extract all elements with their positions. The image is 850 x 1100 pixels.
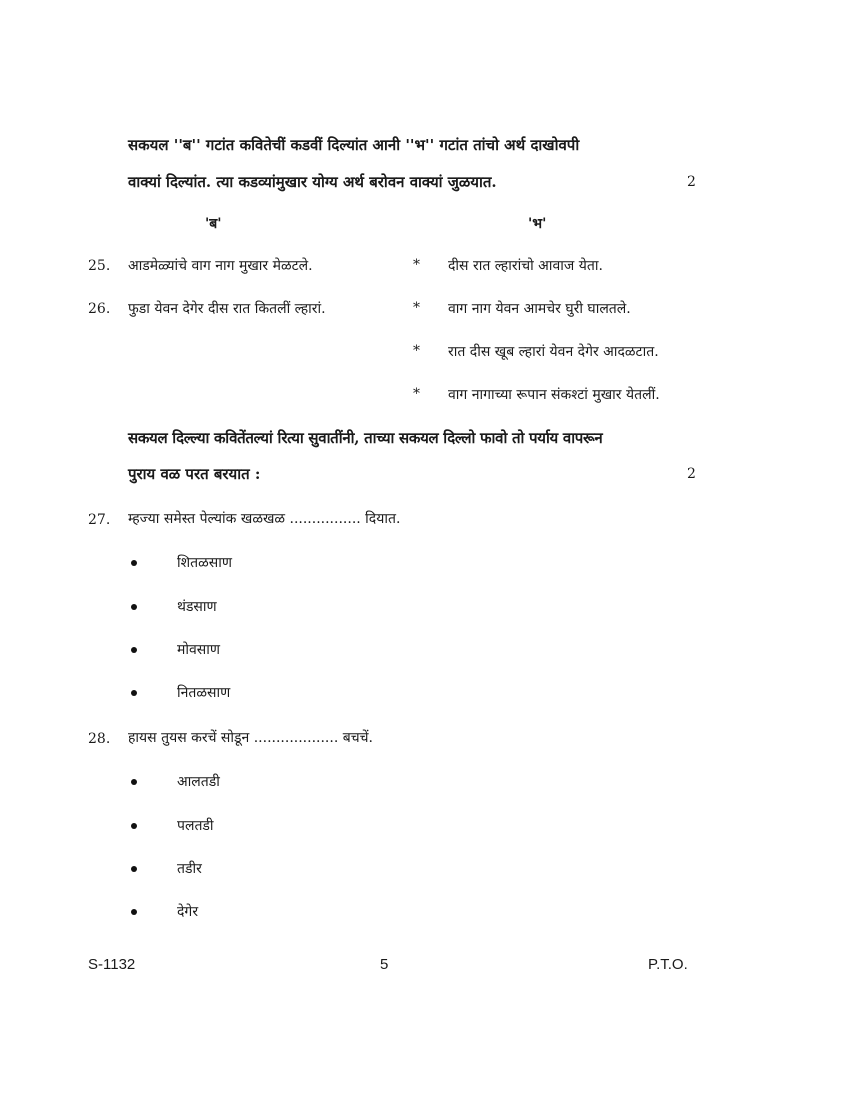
option-text: पलतडी	[177, 818, 214, 834]
answer-text: वाग नाग येवन आमचेर घुरी घालतले.	[448, 301, 631, 317]
question-text: म्हज्या समेस्त पेल्यांक खळखळ ................ दियात.	[128, 511, 401, 527]
section-marks: 2	[687, 174, 696, 190]
question-text: आडमेळ्यांचे वाग नाग मुखार मेळटले.	[128, 258, 313, 274]
option-text: तडीर	[177, 861, 202, 877]
answer-text: दीस रात ल्हारांचो आवाज येता.	[448, 258, 603, 274]
answer-star: *	[413, 257, 420, 273]
bullet	[131, 909, 137, 915]
section-instruction-line2: वाक्यां दिल्यांत. त्या कडव्यांमुखार योग्य अर्थ बरोवन वाक्यां जुळयात.	[128, 173, 497, 191]
answer-text: वाग नागाच्या रूपान संकश्टां मुखार येतलीं.	[448, 387, 660, 403]
question-number: 27.	[88, 512, 111, 528]
bullet	[131, 604, 137, 610]
column-heading-bh: 'भ'	[528, 216, 547, 232]
page-number: 5	[380, 956, 389, 973]
option-text: नितळसाण	[177, 685, 231, 701]
answer-star: *	[413, 343, 420, 359]
section-instruction-line1: सकयल ''ब'' गटांत कवितेचीं कडवीं दिल्यांत आनी ''भ'' गटांत तांचो अर्थ दाखोवपी	[128, 136, 580, 154]
fill-instruction-line2: पुराय वळ परत बरयात :	[128, 465, 261, 483]
option-text: थंडसाण	[177, 599, 217, 615]
bullet	[131, 779, 137, 785]
question-number: 25.	[88, 258, 111, 274]
question-number: 28.	[88, 731, 111, 747]
bullet	[131, 560, 137, 566]
fill-instruction-line1: सकयल दिल्ल्या कवितेंतल्यां रित्या सुवातींनी, ताच्या सकयल दिल्लो फावो तो पर्याय वापरून	[128, 429, 603, 447]
question-number: 26.	[88, 301, 111, 317]
column-heading-b: 'ब'	[205, 216, 222, 232]
fill-marks: 2	[687, 466, 696, 482]
option-text: शितळसाण	[177, 555, 232, 571]
answer-star: *	[413, 300, 420, 316]
paper-code: S-1132	[88, 956, 136, 973]
question-text: फुडा येवन देगेर दीस रात कितलीं ल्हारां.	[128, 301, 326, 317]
answer-text: रात दीस खूब ल्हारां येवन देगेर आदळटात.	[448, 344, 659, 360]
option-text: आलतडी	[177, 774, 220, 790]
option-text: देगेर	[177, 904, 199, 920]
bullet	[131, 823, 137, 829]
answer-star: *	[413, 386, 420, 402]
bullet	[131, 690, 137, 696]
bullet	[131, 866, 137, 872]
bullet	[131, 647, 137, 653]
question-text: हायस तुयस करचें सोडून ................... बचचें.	[128, 730, 373, 746]
pto-label: P.T.O.	[648, 956, 688, 973]
option-text: मोवसाण	[177, 642, 220, 658]
